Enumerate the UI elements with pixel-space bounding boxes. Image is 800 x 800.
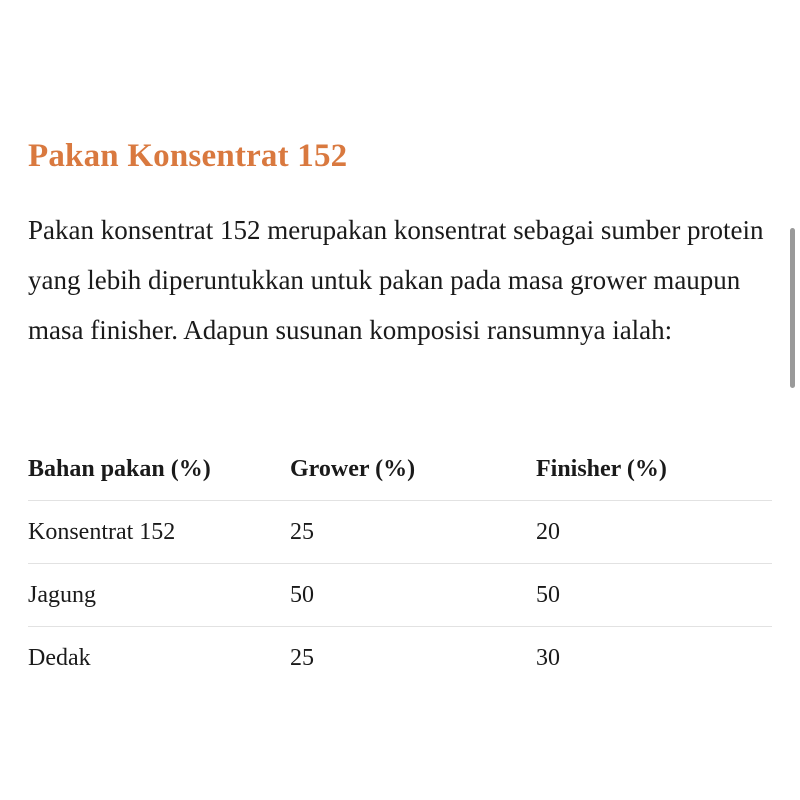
cell-finisher: 50 (536, 564, 772, 627)
cell-grower: 25 (290, 627, 536, 690)
header-bahan-pakan: Bahan pakan (%) (28, 438, 290, 501)
article-paragraph: Pakan konsentrat 152 merupakan konsentrat sebagai sumber protein yang lebih diperuntukkan untuk pakan pada masa grower maupun masa finisher. Adapun susunan komposisi ransumnya ialah: (28, 215, 764, 345)
cell-bahan: Dedak (28, 627, 290, 690)
cell-finisher: 30 (536, 627, 772, 690)
article-title: Pakan Konsentrat 152 (28, 138, 348, 174)
header-grower: Grower (%) (290, 438, 536, 501)
cell-bahan: Jagung (28, 564, 290, 627)
table-row (28, 501, 772, 564)
cell-grower: 25 (290, 518, 314, 545)
cell-finisher: 20 (536, 518, 560, 545)
cell-grower: 50 (290, 564, 536, 627)
vertical-scrollbar[interactable] (790, 228, 795, 388)
cell-bahan: Konsentrat 152 (28, 518, 176, 545)
table-row (28, 627, 772, 690)
header-finisher: Finisher (%) (536, 438, 772, 501)
table-header-row (28, 438, 772, 501)
composition-table (28, 438, 772, 689)
table-row (28, 564, 772, 627)
